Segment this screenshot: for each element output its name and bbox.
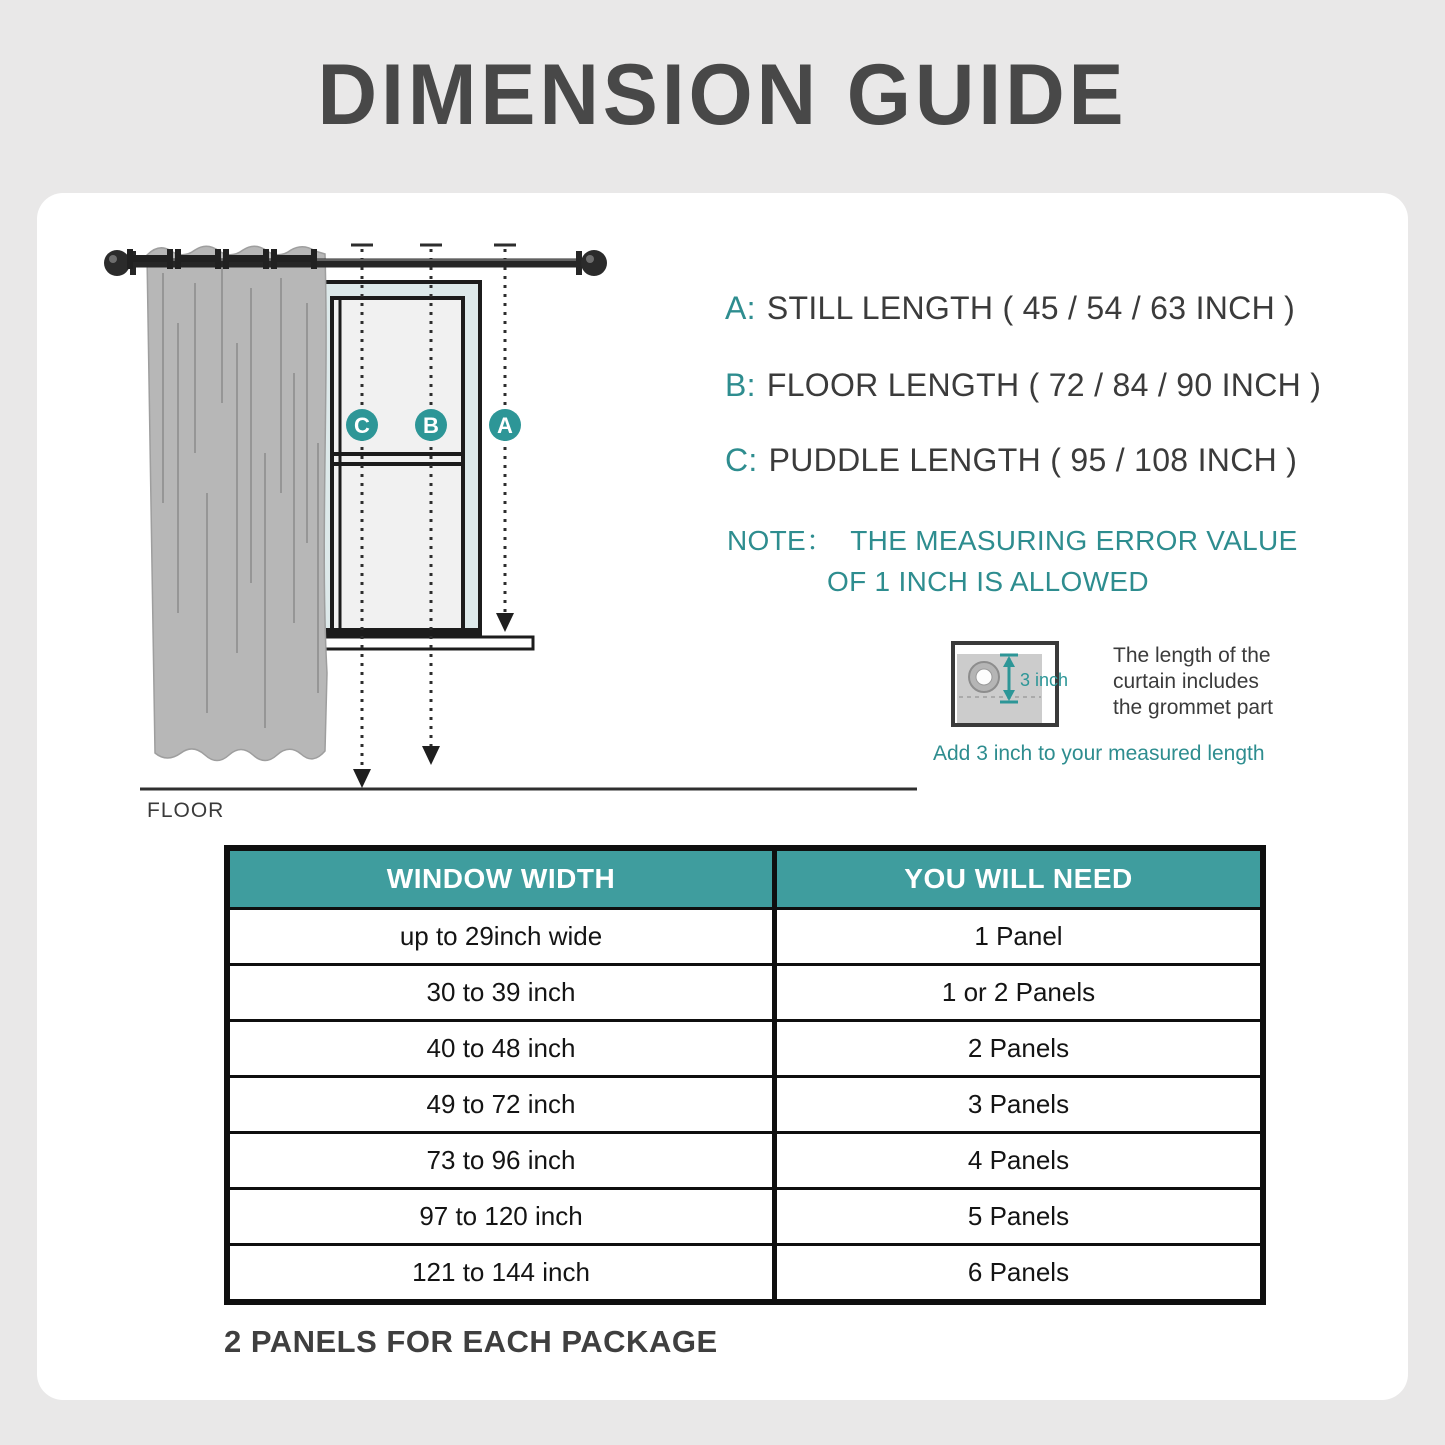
length-b-prefix: B: (725, 367, 756, 403)
window-width-cell: 73 to 96 inch (227, 1133, 775, 1189)
header-you-will-need: YOU WILL NEED (775, 848, 1264, 909)
badge-b-label: B (423, 413, 439, 438)
table-row (227, 965, 1263, 1021)
grommet-detail-diagram (953, 643, 1068, 725)
table-row (227, 1077, 1263, 1133)
note-text-1: THE MEASURING ERROR VALUE (850, 525, 1298, 556)
window-width-cell: 121 to 144 inch (227, 1245, 775, 1303)
grommet-measure-label: 3 inch (1020, 670, 1069, 690)
window-sill (322, 637, 533, 649)
length-b-text: FLOOR LENGTH ( 72 / 84 / 90 INCH ) (766, 367, 1322, 403)
window-width-cell: up to 29inch wide (227, 909, 775, 965)
panels-cell: 5 Panels (775, 1189, 1264, 1245)
panels-cell: 3 Panels (775, 1077, 1264, 1133)
note-line-2: OF 1 INCH IS ALLOWED (827, 566, 1149, 597)
measure-badges (346, 409, 521, 441)
table-row (227, 1133, 1263, 1189)
badge-c-label: C (354, 413, 370, 438)
content-card (37, 193, 1408, 1400)
grommet-caption-line2: curtain includes (1113, 670, 1259, 693)
panel-size-table (224, 845, 1266, 1305)
page-title: DIMENSION GUIDE (317, 47, 1128, 143)
table-row (227, 909, 1263, 965)
table-row (227, 1021, 1263, 1077)
panels-cell: 1 or 2 Panels (775, 965, 1264, 1021)
window-width-cell: 40 to 48 inch (227, 1021, 775, 1077)
length-a-text: STILL LENGTH ( 45 / 54 / 63 INCH ) (766, 290, 1296, 326)
panels-cell: 6 Panels (775, 1245, 1264, 1303)
grommet-caption (1113, 643, 1273, 721)
panels-cell: 4 Panels (775, 1133, 1264, 1189)
note-line-1 (727, 519, 1298, 559)
panels-cell: 1 Panel (775, 909, 1264, 965)
rod-finial-left (104, 250, 130, 276)
table-row (227, 1245, 1263, 1303)
rod-finial-right (581, 250, 607, 276)
note-label: NOTE： (727, 525, 835, 556)
floor-label: FLOOR (147, 799, 225, 822)
curtain-illustration (147, 246, 327, 760)
length-c-text: PUDDLE LENGTH ( 95 / 108 INCH ) (768, 442, 1298, 478)
grommet-caption-line1: The length of the (1113, 644, 1271, 667)
table-row (227, 1189, 1263, 1245)
length-line-b (725, 367, 1321, 404)
package-note: 2 PANELS FOR EACH PACKAGE (224, 1324, 718, 1359)
window-width-cell: 49 to 72 inch (227, 1077, 775, 1133)
grommet-caption-line3: the grommet part (1113, 696, 1273, 719)
badge-a-label: A (497, 413, 513, 438)
length-line-a (725, 290, 1295, 327)
table-header-row (227, 848, 1263, 909)
window-width-cell: 97 to 120 inch (227, 1189, 775, 1245)
length-line-c (725, 442, 1297, 479)
grommet-tip: Add 3 inch to your measured length (933, 742, 1265, 765)
panels-cell: 2 Panels (775, 1021, 1264, 1077)
length-a-prefix: A: (725, 290, 756, 326)
window-width-cell: 30 to 39 inch (227, 965, 775, 1021)
length-c-prefix: C: (725, 442, 758, 478)
window-illustration (322, 282, 533, 649)
header-window-width: WINDOW WIDTH (227, 848, 775, 909)
